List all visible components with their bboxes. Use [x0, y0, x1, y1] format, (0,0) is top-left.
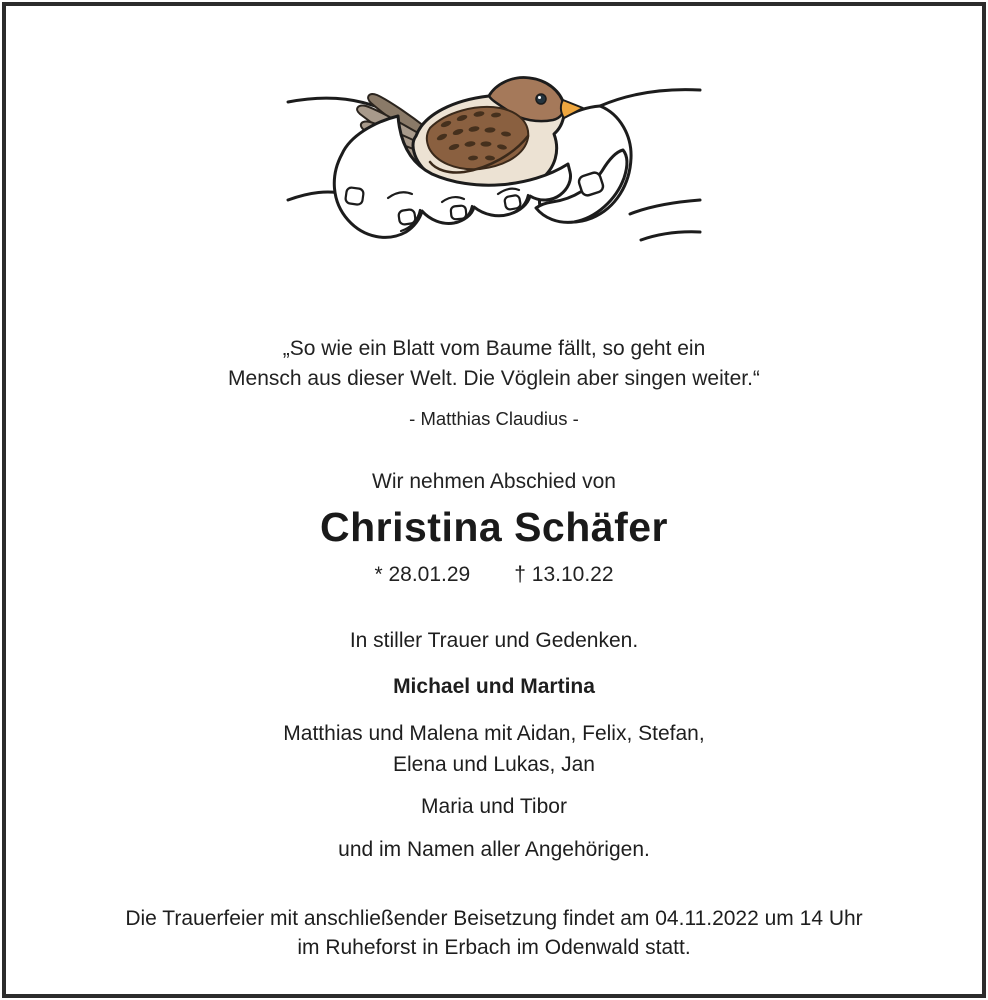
right-wrist-line-2	[641, 232, 700, 240]
quote-line-1: „So wie ein Blatt vom Baume fällt, so geht ein	[282, 337, 706, 360]
death-date: † 13.10.22	[514, 563, 614, 586]
mourner-family-line-1: Matthias und Malena mit Aidan, Felix, Stefan,	[283, 722, 705, 745]
quote-line-2: Mensch aus dieser Welt. Die Vöglein aber singen weiter.“	[228, 367, 760, 390]
funeral-info-line-2: im Ruheforst in Erbach im Odenwald statt.	[297, 936, 691, 959]
mourner-primary: Michael und Martina	[393, 675, 595, 698]
right-wrist-line-1	[630, 200, 700, 214]
mourner-secondary: Maria und Tibor	[421, 795, 567, 818]
mourner-family	[283, 718, 704, 780]
mourner-family-line-2: Elena und Lukas, Jan	[393, 753, 595, 776]
mourning-intro: In stiller Trauer und Gedenken.	[349, 629, 639, 652]
hands-holding-sparrow-icon	[284, 50, 704, 280]
life-dates	[374, 563, 613, 587]
birth-date: * 28.01.29	[374, 563, 471, 586]
bird-eye-highlight	[538, 96, 541, 99]
funeral-info	[125, 904, 862, 962]
obituary-content	[6, 6, 982, 994]
quote-attribution: - Matthias Claudius -	[409, 408, 579, 429]
memorial-quote	[228, 334, 760, 394]
right-arm-line	[600, 90, 700, 106]
farewell-intro: Wir nehmen Abschied von	[372, 470, 616, 493]
mourner-closing: und im Namen aller Angehörigen.	[338, 838, 650, 861]
deceased-name: Christina Schäfer	[320, 504, 668, 550]
funeral-info-line-1: Die Trauerfeier mit anschließender Beisetzung findet am 04.11.2022 um 14 Uhr	[125, 907, 863, 930]
bird-eye	[536, 94, 546, 104]
